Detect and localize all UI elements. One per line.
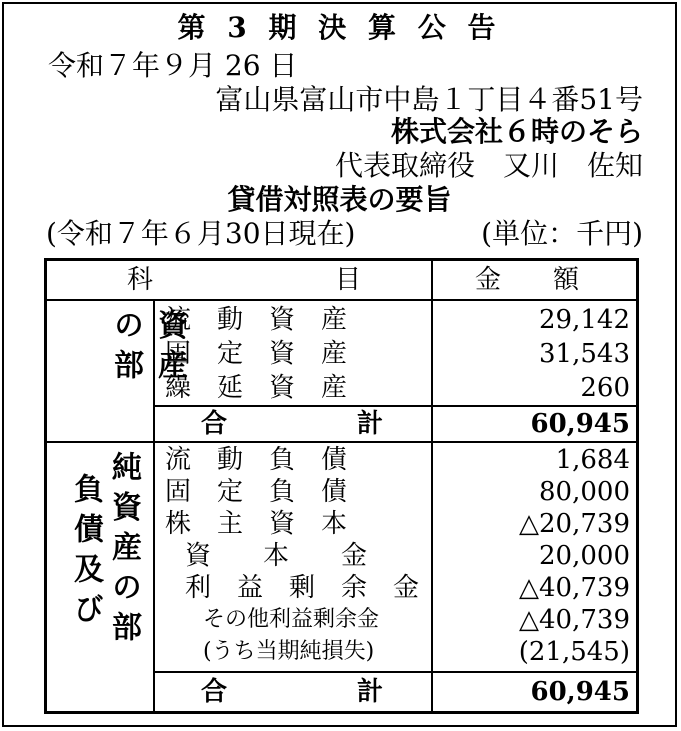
assets-total-label: 合 計 xyxy=(201,409,384,439)
company-address: 富山県富山市中島１丁目４番51号 xyxy=(215,83,643,116)
liab-row-label: 利 益 剰 余 金 xyxy=(185,573,420,603)
liab-row-value: 20,000 xyxy=(539,541,630,571)
header-amount: 金 額 xyxy=(475,265,580,295)
liab-row-label: 固 定 負 債 xyxy=(165,477,348,507)
liab-total-value: 60,945 xyxy=(530,677,630,707)
balance-sheet-table xyxy=(44,258,639,714)
assets-row-label: 固 定 資 産 xyxy=(165,339,348,369)
liab-row-label: (うち当期純損失) xyxy=(203,639,375,664)
liab-row-value: △40,739 xyxy=(519,605,630,635)
notice-date: 令和７年９月 26 日 xyxy=(48,49,298,82)
liab-row-label: 資 本 金 xyxy=(185,541,368,571)
header-subject: 科 目 xyxy=(127,265,362,295)
unit-label: (単位：千円) xyxy=(481,217,643,250)
liab-section-label-right: 純資産の部 xyxy=(106,451,141,651)
assets-total-value: 60,945 xyxy=(530,409,630,439)
as-of-date: (令和７年６月30日現在) xyxy=(46,217,356,250)
liab-row-value: △20,739 xyxy=(519,509,630,539)
liab-row-value: (21,545) xyxy=(518,637,630,667)
balance-sheet-title: 貸借対照表の要旨 xyxy=(227,183,452,216)
company-name: 株式会社６時のそら xyxy=(390,115,643,148)
assets-row-value: 29,142 xyxy=(539,305,630,335)
header-divider xyxy=(47,299,636,301)
assets-row-label: 繰 延 資 産 xyxy=(165,373,348,403)
liab-row-label: 株 主 資 本 xyxy=(165,509,348,539)
liab-total-label: 合 計 xyxy=(201,677,384,707)
assets-section-label: 資産の部 xyxy=(108,309,187,389)
assets-row-value: 260 xyxy=(580,373,630,403)
liab-row-value: 1,684 xyxy=(555,445,630,475)
assets-row-value: 31,543 xyxy=(539,339,630,369)
notice-title: 第 3 期 決 算 公 告 xyxy=(177,11,502,44)
assets-row-label: 流 動 資 産 xyxy=(165,305,348,335)
liab-row-value: 80,000 xyxy=(539,477,630,507)
settlement-notice xyxy=(2,2,677,727)
liab-row-value: △40,739 xyxy=(519,573,630,603)
liab-section-label-left: 負債及び xyxy=(68,473,103,633)
liab-total-divider xyxy=(153,671,636,673)
amount-column-divider xyxy=(431,261,433,711)
representative: 代表取締役 又川 佐知 xyxy=(334,149,643,182)
liab-row-label: 流 動 負 債 xyxy=(165,445,348,475)
liab-row-label: その他利益剰余金 xyxy=(203,607,380,632)
